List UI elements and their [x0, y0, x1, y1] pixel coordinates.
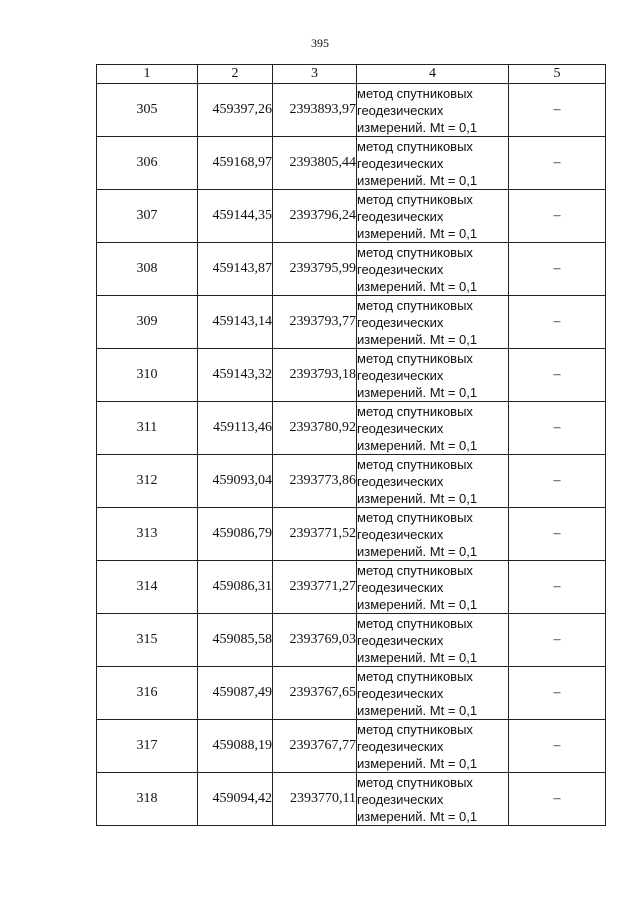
- note-cell: –: [509, 296, 606, 349]
- point-number-cell: 310: [97, 349, 198, 402]
- note-cell: –: [509, 402, 606, 455]
- point-number-cell: 308: [97, 243, 198, 296]
- table-body: [97, 84, 606, 826]
- method-cell: [357, 720, 509, 773]
- table-header-row: [97, 65, 606, 84]
- method-text-line: геодезических: [357, 473, 444, 489]
- note-cell: –: [509, 243, 606, 296]
- point-number-cell: 314: [97, 561, 198, 614]
- point-number-cell: 317: [97, 720, 198, 773]
- table-row: [97, 561, 606, 614]
- x-coordinate-cell: 459168,97: [198, 137, 273, 190]
- x-coordinate-cell: 459086,79: [198, 508, 273, 561]
- note-cell: –: [509, 614, 606, 667]
- method-text-line: геодезических: [357, 367, 444, 383]
- x-coordinate-cell: 459397,26: [198, 84, 273, 137]
- method-text-line: метод спутниковых: [357, 615, 473, 631]
- method-text-line: геодезических: [357, 102, 444, 118]
- method-text-line: метод спутниковых: [357, 456, 473, 472]
- table-row: [97, 243, 606, 296]
- method-text-line: метод спутниковых: [357, 244, 473, 260]
- method-text-line: измерений. Mt = 0,1: [357, 437, 478, 453]
- point-number-cell: 311: [97, 402, 198, 455]
- method-text-line: измерений. Mt = 0,1: [357, 278, 478, 294]
- method-cell: [357, 402, 509, 455]
- note-cell: –: [509, 84, 606, 137]
- table-row: [97, 349, 606, 402]
- x-coordinate-cell: 459143,32: [198, 349, 273, 402]
- x-coordinate-cell: 459086,31: [198, 561, 273, 614]
- table-row: [97, 508, 606, 561]
- method-text-line: измерений. Mt = 0,1: [357, 543, 478, 559]
- method-cell: [357, 455, 509, 508]
- y-coordinate-cell: 2393767,77: [273, 720, 357, 773]
- column-header: 3: [273, 65, 357, 84]
- method-text-line: измерений. Mt = 0,1: [357, 596, 478, 612]
- x-coordinate-cell: 459144,35: [198, 190, 273, 243]
- method-text-line: измерений. Mt = 0,1: [357, 490, 478, 506]
- point-number-cell: 309: [97, 296, 198, 349]
- note-cell: –: [509, 773, 606, 826]
- column-header: 4: [357, 65, 509, 84]
- x-coordinate-cell: 459143,14: [198, 296, 273, 349]
- y-coordinate-cell: 2393773,86: [273, 455, 357, 508]
- x-coordinate-cell: 459093,04: [198, 455, 273, 508]
- method-text-line: метод спутниковых: [357, 191, 473, 207]
- method-text-line: метод спутниковых: [357, 721, 473, 737]
- y-coordinate-cell: 2393793,77: [273, 296, 357, 349]
- x-coordinate-cell: 459085,58: [198, 614, 273, 667]
- x-coordinate-cell: 459143,87: [198, 243, 273, 296]
- table-row: [97, 402, 606, 455]
- note-cell: –: [509, 667, 606, 720]
- x-coordinate-cell: 459094,42: [198, 773, 273, 826]
- method-text-line: геодезических: [357, 791, 444, 807]
- method-text-line: измерений. Mt = 0,1: [357, 755, 478, 771]
- table-row: [97, 84, 606, 137]
- page-number: 395: [311, 36, 329, 50]
- method-text-line: измерений. Mt = 0,1: [357, 225, 478, 241]
- point-number-cell: 318: [97, 773, 198, 826]
- column-header: 2: [198, 65, 273, 84]
- method-text-line: измерений. Mt = 0,1: [357, 649, 478, 665]
- method-cell: [357, 84, 509, 137]
- y-coordinate-cell: 2393769,03: [273, 614, 357, 667]
- point-number-cell: 316: [97, 667, 198, 720]
- note-cell: –: [509, 190, 606, 243]
- note-cell: –: [509, 349, 606, 402]
- method-text-line: метод спутниковых: [357, 85, 473, 101]
- point-number-cell: 305: [97, 84, 198, 137]
- y-coordinate-cell: 2393805,44: [273, 137, 357, 190]
- note-cell: –: [509, 561, 606, 614]
- method-cell: [357, 243, 509, 296]
- point-number-cell: 312: [97, 455, 198, 508]
- method-text-line: измерений. Mt = 0,1: [357, 384, 478, 400]
- table-row: [97, 137, 606, 190]
- method-text-line: метод спутниковых: [357, 297, 473, 313]
- method-text-line: измерений. Mt = 0,1: [357, 808, 478, 824]
- y-coordinate-cell: 2393771,52: [273, 508, 357, 561]
- point-number-cell: 306: [97, 137, 198, 190]
- y-coordinate-cell: 2393893,97: [273, 84, 357, 137]
- point-number-cell: 313: [97, 508, 198, 561]
- coordinates-table: [96, 64, 606, 826]
- method-text-line: геодезических: [357, 155, 444, 171]
- table-row: [97, 667, 606, 720]
- method-text-line: метод спутниковых: [357, 350, 473, 366]
- method-text-line: метод спутниковых: [357, 509, 473, 525]
- table-row: [97, 296, 606, 349]
- y-coordinate-cell: 2393795,99: [273, 243, 357, 296]
- table-row: [97, 455, 606, 508]
- method-text-line: геодезических: [357, 579, 444, 595]
- x-coordinate-cell: 459113,46: [198, 402, 273, 455]
- method-cell: [357, 190, 509, 243]
- table-row: [97, 720, 606, 773]
- y-coordinate-cell: 2393771,27: [273, 561, 357, 614]
- method-text-line: геодезических: [357, 208, 444, 224]
- method-text-line: измерений. Mt = 0,1: [357, 172, 478, 188]
- note-cell: –: [509, 720, 606, 773]
- y-coordinate-cell: 2393767,65: [273, 667, 357, 720]
- y-coordinate-cell: 2393796,24: [273, 190, 357, 243]
- method-text-line: геодезических: [357, 738, 444, 754]
- method-text-line: геодезических: [357, 261, 444, 277]
- method-cell: [357, 773, 509, 826]
- note-cell: –: [509, 137, 606, 190]
- column-header: 5: [509, 65, 606, 84]
- method-text-line: измерений. Mt = 0,1: [357, 119, 478, 135]
- y-coordinate-cell: 2393780,92: [273, 402, 357, 455]
- method-cell: [357, 561, 509, 614]
- note-cell: –: [509, 455, 606, 508]
- method-text-line: геодезических: [357, 314, 444, 330]
- method-cell: [357, 614, 509, 667]
- method-text-line: геодезических: [357, 685, 444, 701]
- method-text-line: геодезических: [357, 632, 444, 648]
- table-row: [97, 614, 606, 667]
- x-coordinate-cell: 459087,49: [198, 667, 273, 720]
- note-cell: –: [509, 508, 606, 561]
- method-text-line: геодезических: [357, 420, 444, 436]
- method-text-line: метод спутниковых: [357, 138, 473, 154]
- y-coordinate-cell: 2393770,11: [273, 773, 357, 826]
- method-cell: [357, 508, 509, 561]
- method-cell: [357, 667, 509, 720]
- table-row: [97, 773, 606, 826]
- method-text-line: метод спутниковых: [357, 774, 473, 790]
- point-number-cell: 307: [97, 190, 198, 243]
- method-text-line: измерений. Mt = 0,1: [357, 331, 478, 347]
- method-text-line: метод спутниковых: [357, 562, 473, 578]
- y-coordinate-cell: 2393793,18: [273, 349, 357, 402]
- column-header: 1: [97, 65, 198, 84]
- method-cell: [357, 137, 509, 190]
- method-text-line: геодезических: [357, 526, 444, 542]
- table-row: [97, 190, 606, 243]
- x-coordinate-cell: 459088,19: [198, 720, 273, 773]
- method-cell: [357, 349, 509, 402]
- point-number-cell: 315: [97, 614, 198, 667]
- method-text-line: метод спутниковых: [357, 403, 473, 419]
- method-text-line: измерений. Mt = 0,1: [357, 702, 478, 718]
- method-text-line: метод спутниковых: [357, 668, 473, 684]
- method-cell: [357, 296, 509, 349]
